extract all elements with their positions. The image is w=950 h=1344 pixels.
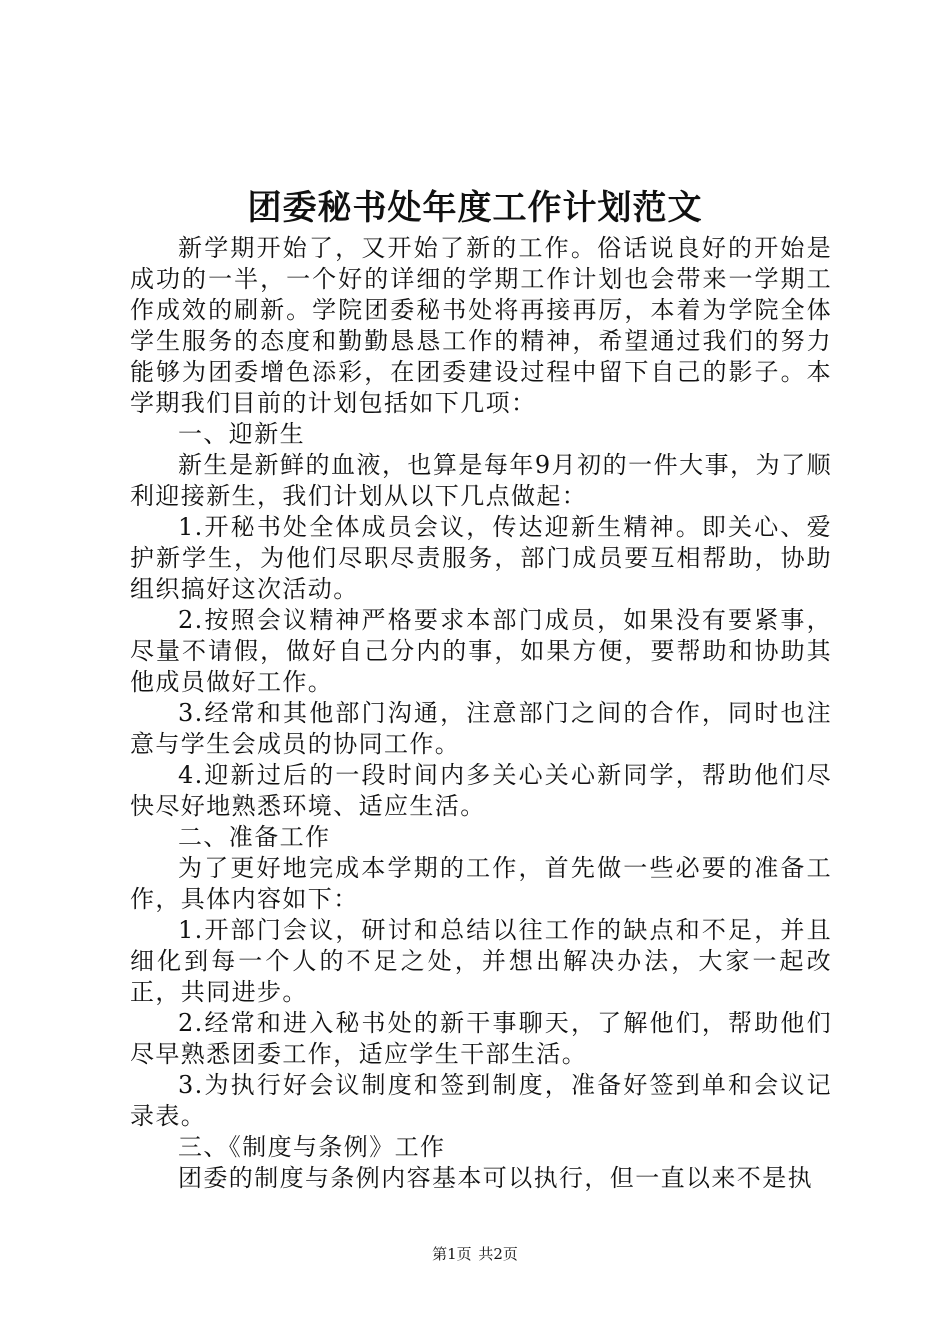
list-item: 3.经常和其他部门沟通，注意部门之间的合作，同时也注意与学生会成员的协同工作。 [130,699,832,758]
list-item: 2.经常和进入秘书处的新干事聊天，了解他们，帮助他们尽早熟悉团委工作，适应学生干部生活。 [130,1009,832,1068]
page-total: 共2页 [478,1245,518,1263]
document-title: 团委秘书处年度工作计划范文 [247,188,703,228]
list-item: 3.为执行好会议制度和签到制度，准备好签到单和会议记录表。 [130,1071,832,1130]
list-item: 4.迎新过后的一段时间内多关心关心新同学，帮助他们尽快尽好地熟悉环境、适应生活。 [130,761,832,820]
list-item: 1.开部门会议，研讨和总结以往工作的缺点和不足，并且细化到每一个人的不足之处，并想出解决办法，大家一起改正，共同进步。 [130,916,832,1006]
section-heading-2: 二、准备工作 [178,823,331,851]
document-body [130,233,832,1194]
page-number: 第1页 [432,1245,472,1263]
section-heading-1: 一、迎新生 [178,420,305,448]
list-item: 1.开秘书处全体成员会议，传达迎新生精神。即关心、爱护新学生，为他们尽职尽责服务，部门成员要互相帮助，协助组织搞好这次活动。 [130,513,832,603]
section-heading-3: 三、《制度与条例》工作 [178,1133,446,1161]
paragraph-intro: 新学期开始了，又开始了新的工作。俗话说良好的开始是成功的一半，一个好的详细的学期工作计划也会带来一学期工作成效的刷新。学院团委秘书处将再接再厉，本着为学院全体学生服务的态度和勤勤恳恳工作的精神，希望通过我们的努力能够为团委增色添彩，在团委建设过程中留下自己的影子。本学期我们目前的计划包括如下几项： [130,234,832,417]
list-item: 2.按照会议精神严格要求本部门成员，如果没有要紧事，尽量不请假，做好自己分内的事，如果方便，要帮助和协助其他成员做好工作。 [130,606,832,696]
paragraph: 新生是新鲜的血液，也算是每年9月初的一件大事，为了顺利迎接新生，我们计划从以下几点做起： [130,451,832,510]
paragraph: 为了更好地完成本学期的工作，首先做一些必要的准备工作，具体内容如下： [130,854,832,913]
paragraph: 团委的制度与条例内容基本可以执行，但一直以来不是执 [178,1164,813,1192]
page-footer [0,1244,950,1264]
